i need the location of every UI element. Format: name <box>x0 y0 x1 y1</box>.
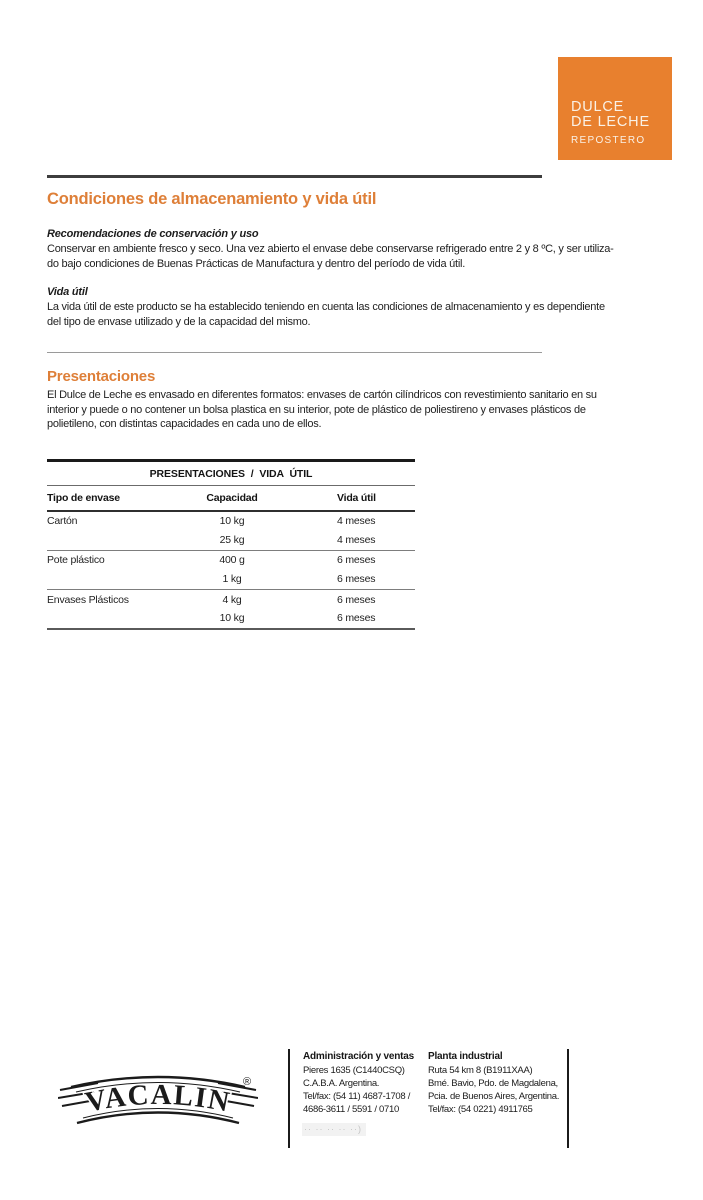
presentations-heading: Presentaciones <box>47 368 156 385</box>
vacalin-logo <box>58 1066 258 1132</box>
paragraph-line: El Dulce de Leche es envasado en diferentes formatos: envases de cartón cilíndricos con revestimiento sanitario en su <box>47 389 597 401</box>
table-row <box>47 531 415 550</box>
cell-capacidad: 1 kg <box>222 573 242 586</box>
faded-text-remnant: ·· ·· ·· ·· ··) <box>302 1123 366 1136</box>
presentations-paragraph <box>47 388 597 432</box>
column-header-tipo: Tipo de envase <box>47 492 120 504</box>
section-divider-mid <box>47 352 542 353</box>
admin-column <box>303 1051 425 1116</box>
shelf-life-paragraph <box>47 300 605 329</box>
plant-title: Planta industrial <box>428 1051 503 1062</box>
table-row <box>47 551 415 570</box>
cell-vida: 6 meses <box>337 593 376 606</box>
cell-vida: 4 meses <box>337 534 376 547</box>
table-row <box>47 609 415 628</box>
paragraph-line: polietileno, con distintas capacidades en cada uno de ellos. <box>47 418 322 430</box>
cell-vida: 4 meses <box>337 515 376 528</box>
storage-heading: Condiciones de almacenamiento y vida útil <box>47 190 377 208</box>
badge-line: REPOSTERO <box>571 134 646 146</box>
cell-capacidad: 10 kg <box>219 612 245 625</box>
plant-column <box>428 1051 566 1116</box>
paragraph-line: La vida útil de este producto se ha establecido teniendo en cuenta las condiciones de almacenamiento y es dependiente <box>47 301 605 313</box>
admin-title: Administración y ventas <box>303 1051 414 1062</box>
address-line: Tel/fax: (54 0221) 4911765 <box>428 1104 533 1115</box>
cell-capacidad: 10 kg <box>219 515 245 528</box>
cell-tipo: Cartón <box>47 515 78 528</box>
table-row <box>47 512 415 531</box>
cell-tipo: Pote plástico <box>47 554 105 567</box>
column-header-capacidad: Capacidad <box>206 492 258 504</box>
section-divider-top <box>47 175 542 178</box>
table-bottom-border <box>47 628 415 630</box>
badge-line: DE LECHE <box>571 114 650 130</box>
footer-divider-right <box>567 1049 569 1148</box>
address-line: Pcia. de Buenos Aires, Argentina. <box>428 1091 560 1102</box>
column-header-vida: Vida útil <box>337 492 376 504</box>
cell-vida: 6 meses <box>337 554 376 567</box>
table-row <box>47 570 415 589</box>
cell-capacidad: 4 kg <box>222 593 242 606</box>
address-line: Pieres 1635 (C1440CSQ) <box>303 1065 405 1076</box>
cell-vida: 6 meses <box>337 573 376 586</box>
address-line: 4686-3611 / 5591 / 0710 <box>303 1104 399 1115</box>
table-header-row <box>47 486 415 510</box>
recommendations-subheading: Recomendaciones de conservación y uso <box>47 228 259 240</box>
logo-wordmark: VACALIN <box>82 1078 234 1119</box>
footer-divider-left <box>288 1049 290 1148</box>
table-title: PRESENTACIONES / VIDA ÚTIL <box>149 468 313 480</box>
address-line: C.A.B.A. Argentina. <box>303 1078 380 1089</box>
address-line: Tel/fax: (54 11) 4687-1708 / <box>303 1091 411 1102</box>
table-row <box>47 590 415 609</box>
presentations-table <box>47 459 415 630</box>
paragraph-line: Conservar en ambiente fresco y seco. Una vez abierto el envase debe conservarse refrigerado entre 2 y 8 ºC, y ser utiliza- <box>47 243 614 255</box>
cell-tipo: Envases Plásticos <box>47 593 129 606</box>
product-badge <box>558 57 672 160</box>
badge-line: DULCE <box>571 98 625 115</box>
paragraph-line: do bajo condiciones de Buenas Prácticas de Manufactura y dentro del período de vida útil. <box>47 257 466 270</box>
recommendations-paragraph <box>47 242 614 271</box>
shelf-life-subheading: Vida útil <box>47 286 88 298</box>
address-line: Ruta 54 km 8 (B1911XAA) <box>428 1065 533 1076</box>
address-line: Bmé. Bavio, Pdo. de Magdalena, <box>428 1078 558 1089</box>
cell-capacidad: 400 g <box>219 554 245 567</box>
paragraph-line: interior y puede o no contener un bolsa plastica en su interior, pote de plástico de poliestireno y envases plásticos de <box>47 403 586 416</box>
paragraph-line: del tipo de envase utilizado y de la capacidad del mismo. <box>47 315 311 328</box>
cell-capacidad: 25 kg <box>219 534 245 547</box>
registered-mark-icon: ® <box>242 1076 252 1088</box>
cell-vida: 6 meses <box>337 612 376 625</box>
